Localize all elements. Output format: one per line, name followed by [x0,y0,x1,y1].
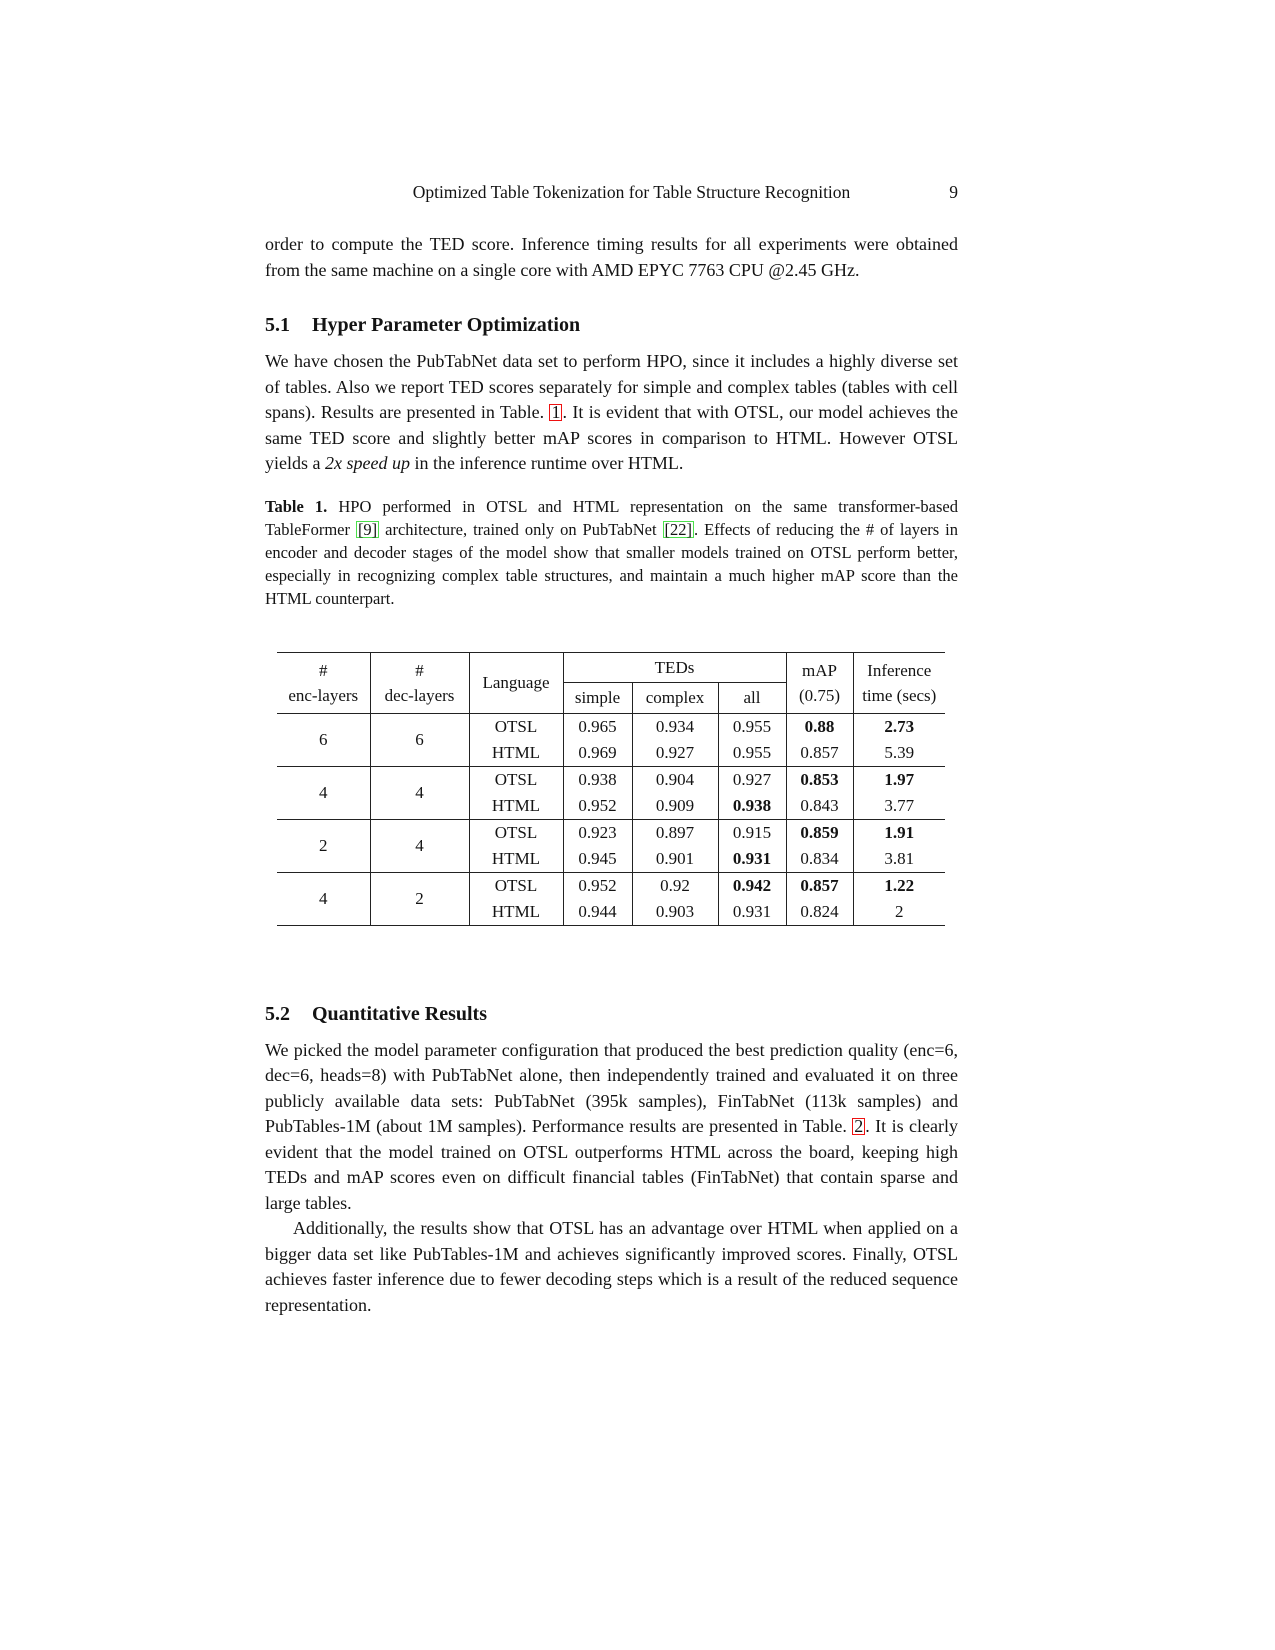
cell-map: 0.88 [786,713,853,740]
cell-complex: 0.903 [632,899,718,926]
text-segment: We have chosen the PubTabNet data set to perform HPO, since it includes a highly diverse set of tables. Also we report TED scores separately for simple and complex tables (tables with cell spans). Results are presented in Table. [265,351,958,422]
cell-language: OTSL [469,819,563,846]
cell-complex: 0.909 [632,793,718,820]
page-content [265,182,958,1318]
cell-time: 1.97 [853,766,945,793]
citation-link[interactable]: 2 [854,1116,864,1136]
cell-dec-layers: 4 [370,819,469,872]
cell-all: 0.931 [718,899,786,926]
text-segment: architecture, trained only on PubTabNet [379,519,663,539]
cell-simple: 0.923 [563,819,632,846]
col-header-map [786,652,853,713]
text-segment: Table 1. [265,496,328,516]
cell-dec-layers: 4 [370,766,469,819]
cell-map: 0.859 [786,819,853,846]
cell-complex: 0.927 [632,740,718,767]
col-header-dec-line2: dec-layers [384,685,455,705]
cell-time: 3.81 [853,846,945,873]
cell-complex: 0.92 [632,872,718,899]
col-header-inference-line2: time (secs) [862,685,937,705]
cell-time: 5.39 [853,740,945,767]
cell-time: 1.22 [853,872,945,899]
section-title: Hyper Parameter Optimization [312,314,581,336]
cell-time: 2.73 [853,713,945,740]
col-header-language: Language [469,652,563,713]
paragraph-section-5-1 [265,349,958,477]
text-segment: . It is clearly evident that the model trained on OTSL outperforms HTML across the board, keeping high TEDs and mAP scores even on difficult financial tables (FinTabNet) that contain sparse and large tables. [265,1116,958,1213]
col-header-enc-line2: enc-layers [288,685,359,705]
section-title: Quantitative Results [312,1002,487,1025]
col-header-map-line2: (0.75) [798,685,841,705]
section-number: 5.2 [265,1002,290,1025]
running-head-title: Optimized Table Tokenization for Table Structure Recognition [412,182,851,202]
col-header-inference-time [853,652,945,713]
cell-dec-layers: 6 [370,713,469,766]
cell-map: 0.824 [786,899,853,926]
table-row [277,766,945,793]
cell-all: 0.915 [718,819,786,846]
page-number: 9 [949,182,958,202]
col-header-map-line1: mAP [802,660,837,680]
section-5-1-heading [265,313,958,337]
cell-language: HTML [469,793,563,820]
cell-simple: 0.952 [563,793,632,820]
cell-complex: 0.934 [632,713,718,740]
cell-map: 0.843 [786,793,853,820]
cell-all: 0.955 [718,740,786,767]
cell-all: 0.942 [718,872,786,899]
table-row [277,713,945,740]
paragraph-section-5-2-first [265,1038,958,1217]
cell-simple: 0.952 [563,872,632,899]
col-header-teds: TEDs [563,652,786,682]
col-header-dec-layers [370,652,469,713]
text-segment: Additionally, the results show that OTSL has an advantage over HTML when applied on a bigger data set like PubTables-1M and achieves significantly improved scores. Finally, OTSL achieves faster inference due to fewer decoding steps which is a result of the reduced sequence representation. [265,1218,958,1315]
text-segment: order to compute the TED score. Inference timing results for all experiments were obtained from the same machine on a single core with AMD EPYC 7763 CPU @2.45 GHz. [265,234,958,280]
cell-simple: 0.938 [563,766,632,793]
text-segment: in the inference runtime over HTML. [409,453,684,473]
cell-simple: 0.944 [563,899,632,926]
table-1 [277,652,945,926]
cell-map: 0.853 [786,766,853,793]
text-segment: 2x speed up [325,453,410,473]
table-1-body [277,713,945,925]
col-header-enc-layers [277,652,370,713]
cell-language: HTML [469,899,563,926]
cell-enc-layers: 2 [277,819,370,872]
cell-all: 0.938 [718,793,786,820]
col-header-complex: complex [632,682,718,713]
citation-link[interactable]: 1 [551,402,561,422]
text-segment: . It is evident that with OTSL, our model achieves the same TED score and slightly better mAP scores in comparison to HTML. However OTSL yields a [265,402,958,473]
cell-complex: 0.901 [632,846,718,873]
cell-time: 3.77 [853,793,945,820]
cell-all: 0.931 [718,846,786,873]
cell-complex: 0.897 [632,819,718,846]
col-header-all: all [718,682,786,713]
cell-enc-layers: 4 [277,872,370,925]
cell-time: 2 [853,899,945,926]
section-5-2-heading [265,1002,958,1026]
cell-language: HTML [469,846,563,873]
cell-dec-layers: 2 [370,872,469,925]
table-row [277,819,945,846]
citation-link[interactable]: [22] [664,519,693,539]
cell-simple: 0.945 [563,846,632,873]
running-head [265,182,958,206]
cell-language: OTSL [469,872,563,899]
citation-link[interactable]: [9] [357,519,378,539]
cell-map: 0.834 [786,846,853,873]
cell-language: OTSL [469,766,563,793]
cell-map: 0.857 [786,872,853,899]
paragraph-section-5-2-second [265,1216,958,1318]
col-header-inference-line1: Inference [867,660,932,680]
cell-all: 0.927 [718,766,786,793]
cell-simple: 0.965 [563,713,632,740]
cell-enc-layers: 4 [277,766,370,819]
cell-language: HTML [469,740,563,767]
paragraph-intro [265,232,958,283]
cell-complex: 0.904 [632,766,718,793]
cell-map: 0.857 [786,740,853,767]
cell-enc-layers: 6 [277,713,370,766]
cell-all: 0.955 [718,713,786,740]
col-header-simple: simple [563,682,632,713]
text-segment: HPO performed in OTSL and HTML representation on the same transformer-based TableFormer [265,496,958,539]
col-header-dec-line1: # [415,660,424,680]
cell-language: OTSL [469,713,563,740]
text-segment: . Effects of reducing the # of layers in encoder and decoder stages of the model show that smaller models trained on OTSL perform better, especially in recognizing complex table structures, and maintain a much higher mAP score than the HTML counterpart. [265,519,959,608]
text-segment: We picked the model parameter configuration that produced the best prediction quality (enc=6, dec=6, heads=8) with PubTabNet alone, then independently trained and evaluated it on three publicly available data sets: PubTabNet (395k samples), FinTabNet (113k samples) and PubTables-1M (about 1M samples). Performance results are presented in Table. [265,1039,958,1136]
table-row [277,872,945,899]
col-header-enc-line1: # [319,660,328,680]
cell-time: 1.91 [853,819,945,846]
cell-simple: 0.969 [563,740,632,767]
table-1-caption [265,495,958,610]
section-number: 5.1 [265,314,290,336]
